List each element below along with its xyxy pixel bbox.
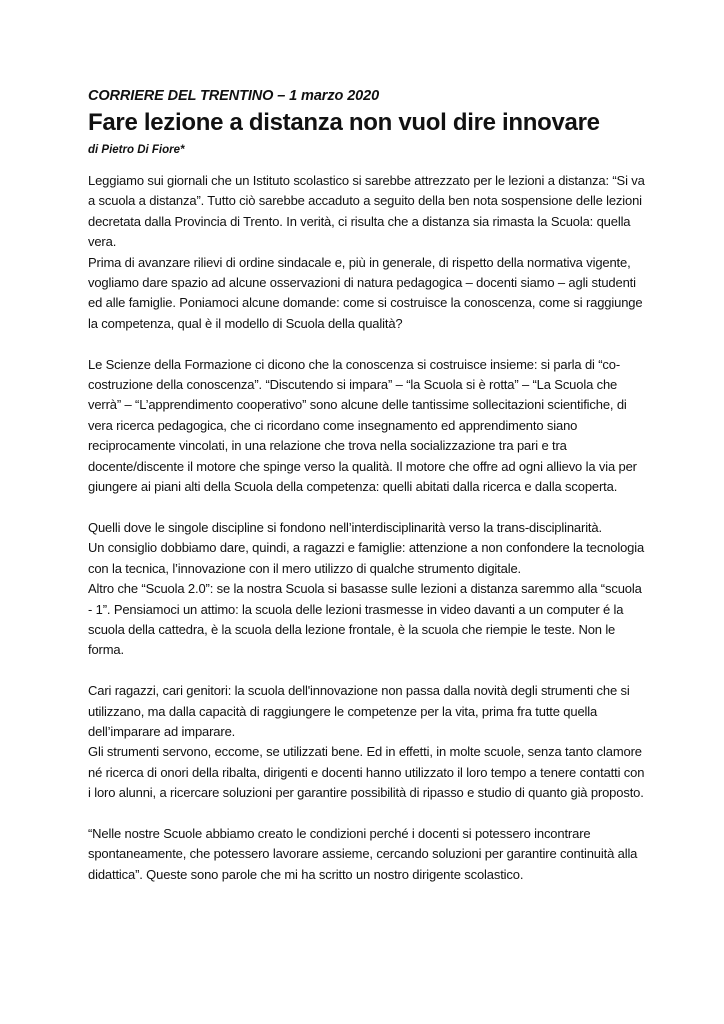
paragraph: Altro che “Scuola 2.0”: se la nostra Scuola si basasse sulle lezioni a distanza saremmo alla “scuola - 1”. Pensiamoci un attimo: la scuola delle lezioni trasmesse in video davanti a un computer é la scuola della cattedra, è la scuola della lezione frontale, è la scuola che riempie le teste. Non le forma. <box>88 581 642 658</box>
paragraph: Gli strumenti servono, eccome, se utilizzati bene. Ed in effetti, in molte scuole, senza tanto clamore né ricerca di onori della ribalta, dirigenti e docenti hanno utilizzato il loro tempo a tenere contatti con i loro alunni, a ricercare soluzioni per garantire possibilità di ripasso e studio di quanto già proposto. <box>88 744 645 801</box>
paragraph-spacer <box>88 497 648 517</box>
paragraph: “Nelle nostre Scuole abbiamo creato le condizioni perché i docenti si potessero incontrare spontaneamente, che potessero lavorare assieme, cercando soluzioni per garantire continuità alla didattica”. Queste sono parole che mi ha scritto un nostro dirigente scolastico. <box>88 825 638 882</box>
paragraph: Leggiamo sui giornali che un Istituto scolastico si sarebbe attrezzato per le lezioni a distanza: “Si va a scuola a distanza”. Tutto ciò sarebbe accaduto a seguito della ben nota sospensione delle lezioni decretata dalla Provincia di Trento. In verità, ci risulta che a distanza sia rimasta la Scuola: quella vera. <box>88 173 645 250</box>
paragraph: Le Scienze della Formazione ci dicono che la conoscenza si costruisce insieme: si parla di “co-costruzione della conoscenza”. “Discutendo si impara” – “la Scuola si è rotta” – “La Scuola che verrà” – “L’apprendimento cooperativo” sono alcune delle tantissime sollecitazioni scientifiche, di vera ricerca pedagogica, che ci ricordano come insegnamento ed apprendimento siano reciprocamente vincolati, in una relazione che trova nella socializzazione tra pari e tra docente/discente il motore che spinge verso la qualità. Il motore che offre ad ogni allievo la via per giungere ai piani alti della Scuola della competenza: quelli abitati dalla ricerca e dalla scoperta. <box>88 356 637 495</box>
article <box>88 86 648 885</box>
paragraph: Quelli dove le singole discipline si fondono nell’interdisciplinarità verso la trans-disciplinarità. <box>88 519 602 535</box>
paragraph-spacer <box>88 334 648 354</box>
newspaper-source-line: CORRIERE DEL TRENTINO – 1 marzo 2020 <box>88 88 380 104</box>
paragraph-spacer <box>88 661 648 681</box>
article-title: Fare lezione a distanza non vuol dire innovare <box>88 109 600 136</box>
paragraph: Un consiglio dobbiamo dare, quindi, a ragazzi e famiglie: attenzione a non confondere la tecnologia con la tecnica, l’innovazione con il mero utilizzo di qualche strumento digitale. <box>88 540 645 576</box>
article-body <box>88 171 648 885</box>
paragraph: Cari ragazzi, cari genitori: la scuola dell'innovazione non passa dalla novità degli strumenti che si utilizzano, ma dalla capacità di raggiungere le competenze per la vita, prima fra tutte quella dell’imparare ad imparare. <box>88 683 630 739</box>
article-byline: di Pietro Di Fiore* <box>88 144 185 156</box>
paragraph: Prima di avanzare rilievi di ordine sindacale e, più in generale, di rispetto della normativa vigente, vogliamo dare spazio ad alcune osservazioni di natura pedagogica – docenti siamo – agli studenti ed alle famiglie. Poniamoci alcune domande: come si costruisce la conoscenza, come si raggiunge la competenza, qual è il modello di Scuola della qualità? <box>88 254 643 331</box>
paragraph-spacer <box>88 804 648 824</box>
